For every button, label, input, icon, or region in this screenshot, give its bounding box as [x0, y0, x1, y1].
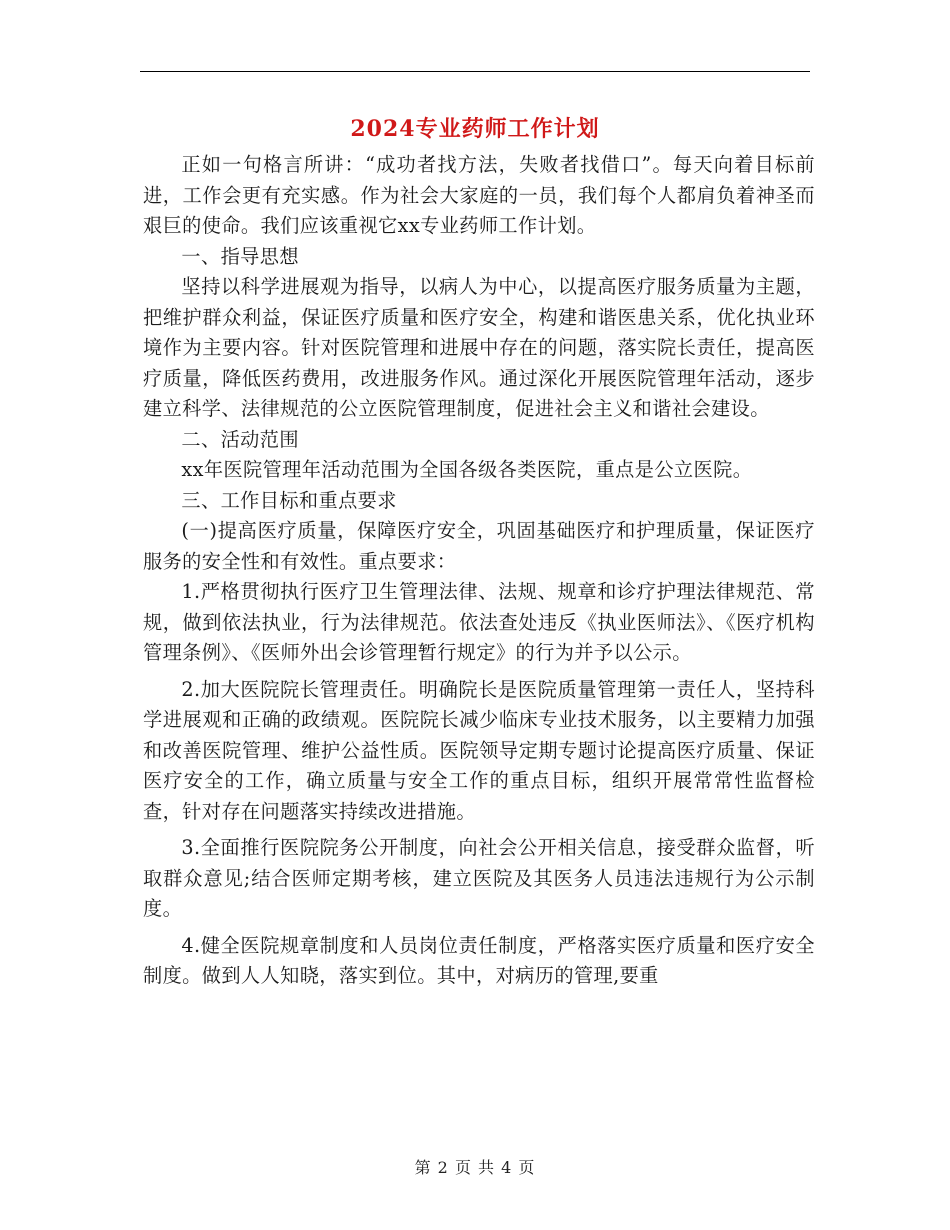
requirement-item-4: 4.健全医院规章制度和人员岗位责任制度，严格落实医疗质量和医疗安全制度。做到人人知晓，落实到位。其中，对病历的管理,要重 — [143, 933, 815, 987]
guiding-ideology-paragraph: 坚持以科学进展观为指导，以病人为中心，以提高医疗服务质量为主题，把维护群众利益，保证医疗质量和医疗安全，构建和谐医患关系，优化执业环境作为主要内容。针对医院管理和进展中存在的问题，落实院长责任，提高医疗质量，降低医药费用，改进服务作风。通过深化开展医院管理年活动，逐步建立科学、法律规范的公立医院管理制度，促进社会主义和谐社会建设。 — [143, 275, 815, 420]
document-title: 2024专业药师工作计划 — [350, 116, 600, 142]
section-heading-goals: 三、工作目标和重点要求 — [181, 488, 397, 512]
requirement-item-3: 3.全面推行医院院务公开制度，向社会公开相关信息，接受群众监督，听取群众意见;结合医师定期考核，建立医院及其医务人员违法违规行为公示制度。 — [143, 836, 815, 920]
page-number: 第 2 页 共 4 页 — [414, 1158, 536, 1177]
header-rule — [140, 71, 810, 72]
section-heading-guiding-ideology: 一、指导思想 — [181, 244, 299, 268]
document-body — [143, 150, 815, 992]
section-heading-activity-scope: 二、活动范围 — [181, 427, 299, 451]
intro-paragraph: 正如一句格言所讲：“成功者找方法，失败者找借口”。每天向着目标前进，工作会更有充实感。作为社会大家庭的一员，我们每个人都肩负着神圣而艰巨的使命。我们应该重视它xx专业药师工作计划。 — [143, 153, 815, 237]
activity-scope-paragraph: xx年医院管理年活动范围为全国各级各类医院，重点是公立医院。 — [181, 458, 753, 481]
requirement-item-1: 1.严格贯彻执行医疗卫生管理法律、法规、规章和诊疗护理法律规范、常规，做到依法执业，行为法律规范。依法查处违反《执业医师法》、《医疗机构管理条例》、《医师外出会诊管理暂行规定》的行为并予以公示。 — [143, 580, 815, 664]
goals-paragraph-1: (一)提高医疗质量，保障医疗安全，巩固基础医疗和护理质量，保证医疗服务的安全性和有效性。重点要求： — [143, 519, 815, 573]
requirement-item-2: 2.加大医院院长管理责任。明确院长是医院质量管理第一责任人，坚持科学进展观和正确的政绩观。医院院长减少临床专业技术服务，以主要精力加强和改善医院管理、维护公益性质。医院领导定期专题讨论提高医疗质量、保证医疗安全的工作，确立质量与安全工作的重点目标，组织开展常常性监督检查，针对存在问题落实持续改进措施。 — [143, 677, 815, 823]
